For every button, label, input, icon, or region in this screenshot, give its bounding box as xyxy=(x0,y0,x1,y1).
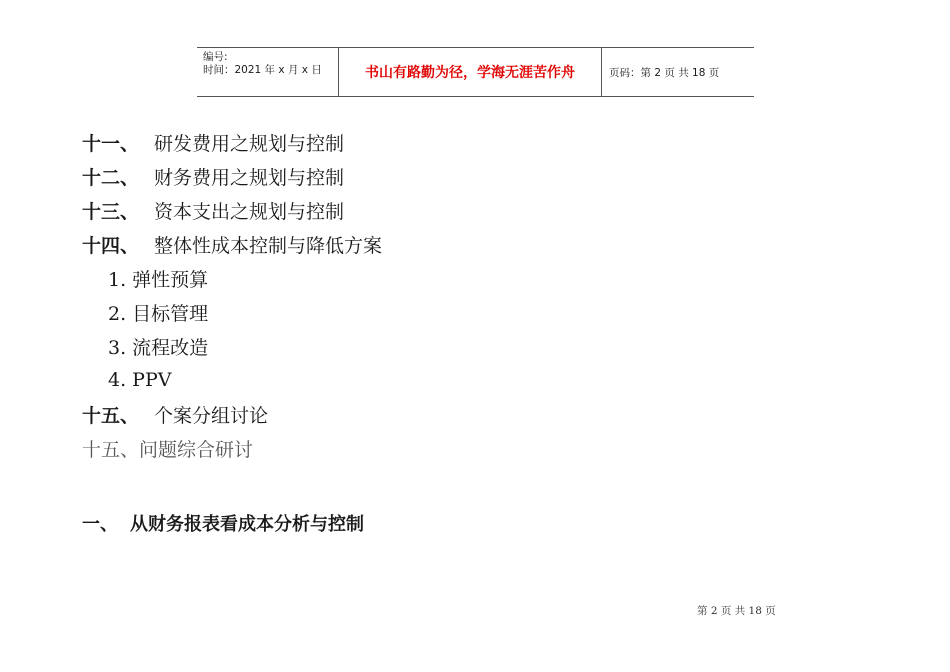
toc-item-title: 整体性成本控制与降低方案 xyxy=(154,234,383,257)
toc-item-number: 十四、 xyxy=(82,234,140,257)
header-motto: 书山有路勤为径，学海无涯苦作舟 xyxy=(339,48,602,96)
toc-item xyxy=(82,125,382,159)
toc-item xyxy=(82,227,382,261)
toc-item-title: 个案分组讨论 xyxy=(154,404,269,427)
page-footer: 第 2 页 共 18 页 xyxy=(697,605,776,617)
toc-item-number: 十五、 xyxy=(82,404,140,427)
header-meta xyxy=(197,48,339,96)
toc-item-number: 十三、 xyxy=(82,200,140,223)
section-title: 从财务报表看成本分析与控制 xyxy=(130,514,364,535)
table-of-contents xyxy=(82,125,382,465)
toc-item-title: 财务费用之规划与控制 xyxy=(154,166,345,189)
toc-item xyxy=(82,397,382,431)
header-page-label: 页码：第 2 页 共 18 页 xyxy=(609,66,720,79)
toc-subitem: 1. 弹性预算 xyxy=(108,268,209,291)
header-number-label: 编号: xyxy=(203,51,228,63)
toc-item xyxy=(82,193,382,227)
toc-item-number: 十二、 xyxy=(82,166,140,189)
toc-subitem: 2. 目标管理 xyxy=(108,302,209,325)
section-number: 一、 xyxy=(82,514,118,535)
toc-subitem: 4. PPV xyxy=(108,369,172,391)
document-header xyxy=(197,47,754,97)
toc-subitem: 3. 流程改造 xyxy=(108,336,209,359)
toc-item xyxy=(82,159,382,193)
toc-item-title: 研发费用之规划与控制 xyxy=(154,132,345,155)
toc-plain-line: 十五、问题综合研讨 xyxy=(82,438,254,461)
section-heading xyxy=(82,510,364,536)
toc-item-title: 资本支出之规划与控制 xyxy=(154,200,345,223)
toc-item-number: 十一、 xyxy=(82,132,140,155)
header-time-label: 时间：2021 年 x 月 x 日 xyxy=(203,64,322,76)
